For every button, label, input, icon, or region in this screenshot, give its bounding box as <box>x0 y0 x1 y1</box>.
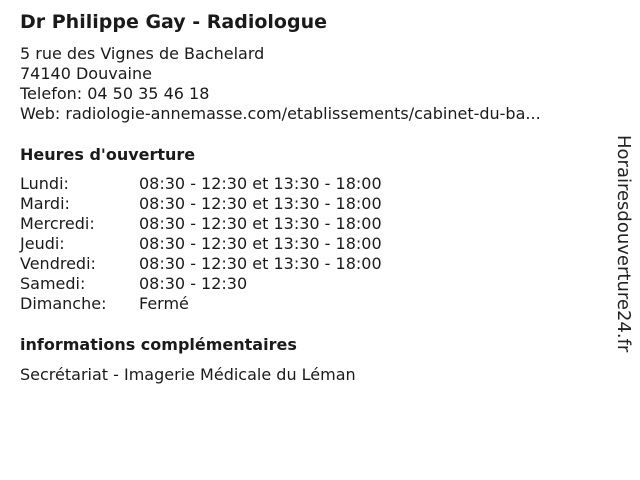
site-watermark: Horairesdouverture24.fr <box>613 135 634 353</box>
page-title: Dr Philippe Gay - Radiologue <box>20 11 327 33</box>
phone-number[interactable]: Telefon: 04 50 35 46 18 <box>20 84 210 103</box>
city-address: 74140 Douvaine <box>20 64 152 83</box>
hours-time: 08:30 - 12:30 et 13:30 - 18:00 <box>139 174 382 193</box>
street-address: 5 rue des Vignes de Bachelard <box>20 44 265 63</box>
info-heading: informations complémentaires <box>20 335 297 354</box>
hours-day: Jeudi: <box>20 234 65 253</box>
hours-time: 08:30 - 12:30 <box>139 274 248 293</box>
hours-day: Mardi: <box>20 194 70 213</box>
hours-row-thursday <box>20 234 440 254</box>
hours-day: Lundi: <box>20 174 69 193</box>
hours-heading: Heures d'ouverture <box>20 145 196 164</box>
hours-row-monday <box>20 174 440 194</box>
hours-row-friday <box>20 254 440 274</box>
hours-time: Fermé <box>139 294 189 313</box>
hours-time: 08:30 - 12:30 et 13:30 - 18:00 <box>139 254 382 273</box>
hours-day: Samedi: <box>20 274 86 293</box>
opening-hours-table <box>20 174 440 314</box>
hours-row-tuesday <box>20 194 440 214</box>
hours-row-wednesday <box>20 214 440 234</box>
info-text: Secrétariat - Imagerie Médicale du Léman <box>20 365 356 384</box>
hours-time: 08:30 - 12:30 et 13:30 - 18:00 <box>139 214 382 233</box>
address-block <box>20 44 541 124</box>
hours-row-sunday <box>20 294 440 314</box>
hours-time: 08:30 - 12:30 et 13:30 - 18:00 <box>139 234 382 253</box>
hours-row-saturday <box>20 274 440 294</box>
hours-day: Dimanche: <box>20 294 107 313</box>
hours-day: Vendredi: <box>20 254 96 273</box>
hours-day: Mercredi: <box>20 214 95 233</box>
website-link[interactable]: Web: radiologie-annemasse.com/etablissements/cabinet-du-ba... <box>20 104 541 123</box>
hours-time: 08:30 - 12:30 et 13:30 - 18:00 <box>139 194 382 213</box>
